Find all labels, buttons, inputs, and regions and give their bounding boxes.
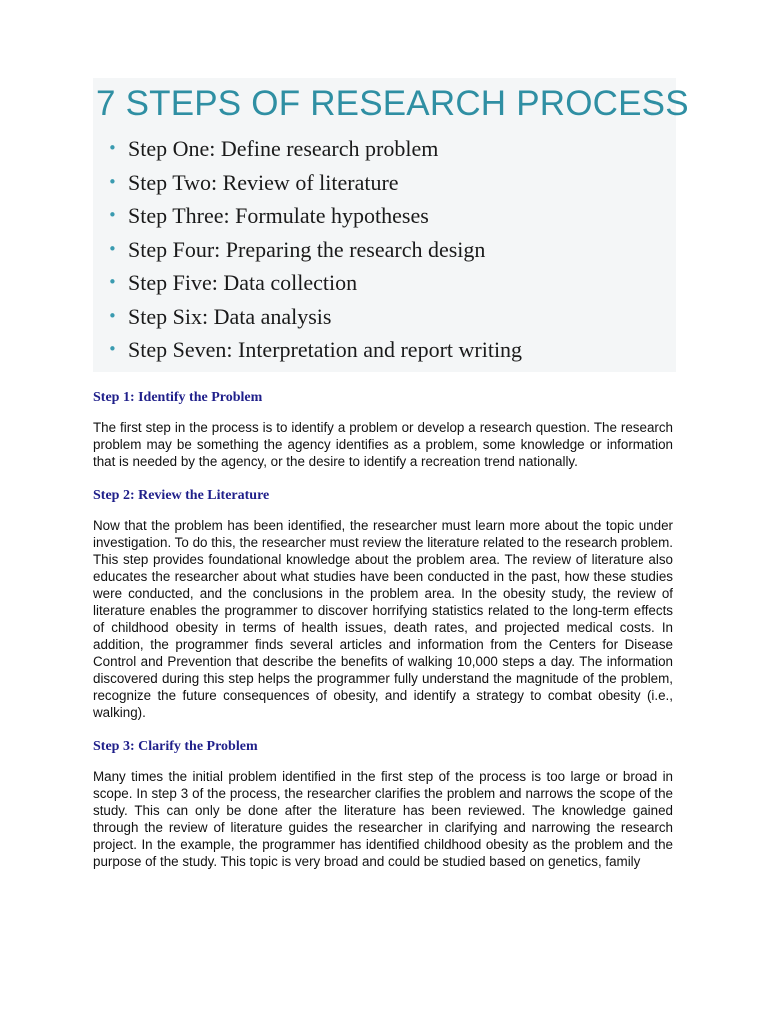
step-label: Step Three: Formulate hypotheses — [128, 203, 429, 228]
list-item — [93, 233, 676, 267]
list-item — [93, 132, 676, 166]
figure-title: 7 STEPS OF RESEARCH PROCESS — [96, 84, 689, 123]
step-label: Step Four: Preparing the research design — [128, 236, 486, 262]
bullet-icon: • — [108, 239, 117, 258]
step-label: Step Two: Review of literature — [128, 169, 399, 195]
bullet-icon: • — [108, 306, 117, 325]
section-heading-step-1: Step 1: Identify the Problem — [93, 390, 263, 405]
list-item — [93, 333, 676, 367]
section-heading-step-3: Step 3: Clarify the Problem — [93, 739, 258, 754]
bullet-icon: • — [108, 139, 117, 157]
list-item — [93, 300, 676, 334]
step-label: Step One: Define research problem — [128, 136, 439, 161]
step-label: Step Six: Data analysis — [128, 303, 332, 329]
section-paragraph-step-3: Many times the initial problem identified in the first step of the process is too large or broad in scope. In step 3 of the process, the researcher clarifies the problem and narrows the scope of the study. This can only be done after the literature has been reviewed. The knowledge gained through the review of literature guides the researcher in clarifying and narrowing the research project. In the example, the programmer has identified childhood obesity as the problem and the purpose of the study. This topic is very broad and could be studied based on genetics, family — [93, 769, 673, 869]
step-label: Step Five: Data collection — [128, 270, 358, 295]
step-label: Step Seven: Interpretation and report writing — [128, 337, 523, 362]
section-paragraph-step-1: The first step in the process is to identify a problem or develop a research question. The research problem may be something the agency identifies as a problem, some knowledge or information that is needed by the agency, or the desire to identify a recreation trend nationally. — [93, 420, 673, 469]
list-item — [93, 266, 676, 300]
bullet-icon: • — [108, 273, 117, 291]
bullet-icon: • — [108, 206, 117, 224]
research-process-figure — [93, 78, 689, 372]
list-item — [93, 166, 676, 200]
article-body — [93, 388, 673, 870]
section-paragraph-step-2: Now that the problem has been identified, the researcher must learn more about the topic under investigation. To do this, the researcher must review the literature related to the research problem. This step provides foundational knowledge about the problem area. The review of literature also educates the researcher about what studies have been conducted in the past, how these studies were conducted, and the conclusions in the problem area. In the obesity study, the review of literature enables the programmer to discover horrifying statistics related to the long-term effects of childhood obesity in terms of health issues, death rates, and projected medical costs. In addition, the programmer finds several articles and information from the Centers for Disease Control and Prevention that describe the benefits of walking 10,000 steps a day. The information discovered during this step helps the programmer fully understand the magnitude of the problem, recognize the future consequences of obesity, and identify a strategy to combat obesity (i.e., walking). — [93, 518, 673, 720]
section-heading-step-2: Step 2: Review the Literature — [93, 488, 270, 503]
bullet-icon: • — [108, 172, 117, 191]
list-item — [93, 199, 676, 233]
steps-list — [93, 132, 676, 367]
bullet-icon: • — [108, 340, 117, 358]
